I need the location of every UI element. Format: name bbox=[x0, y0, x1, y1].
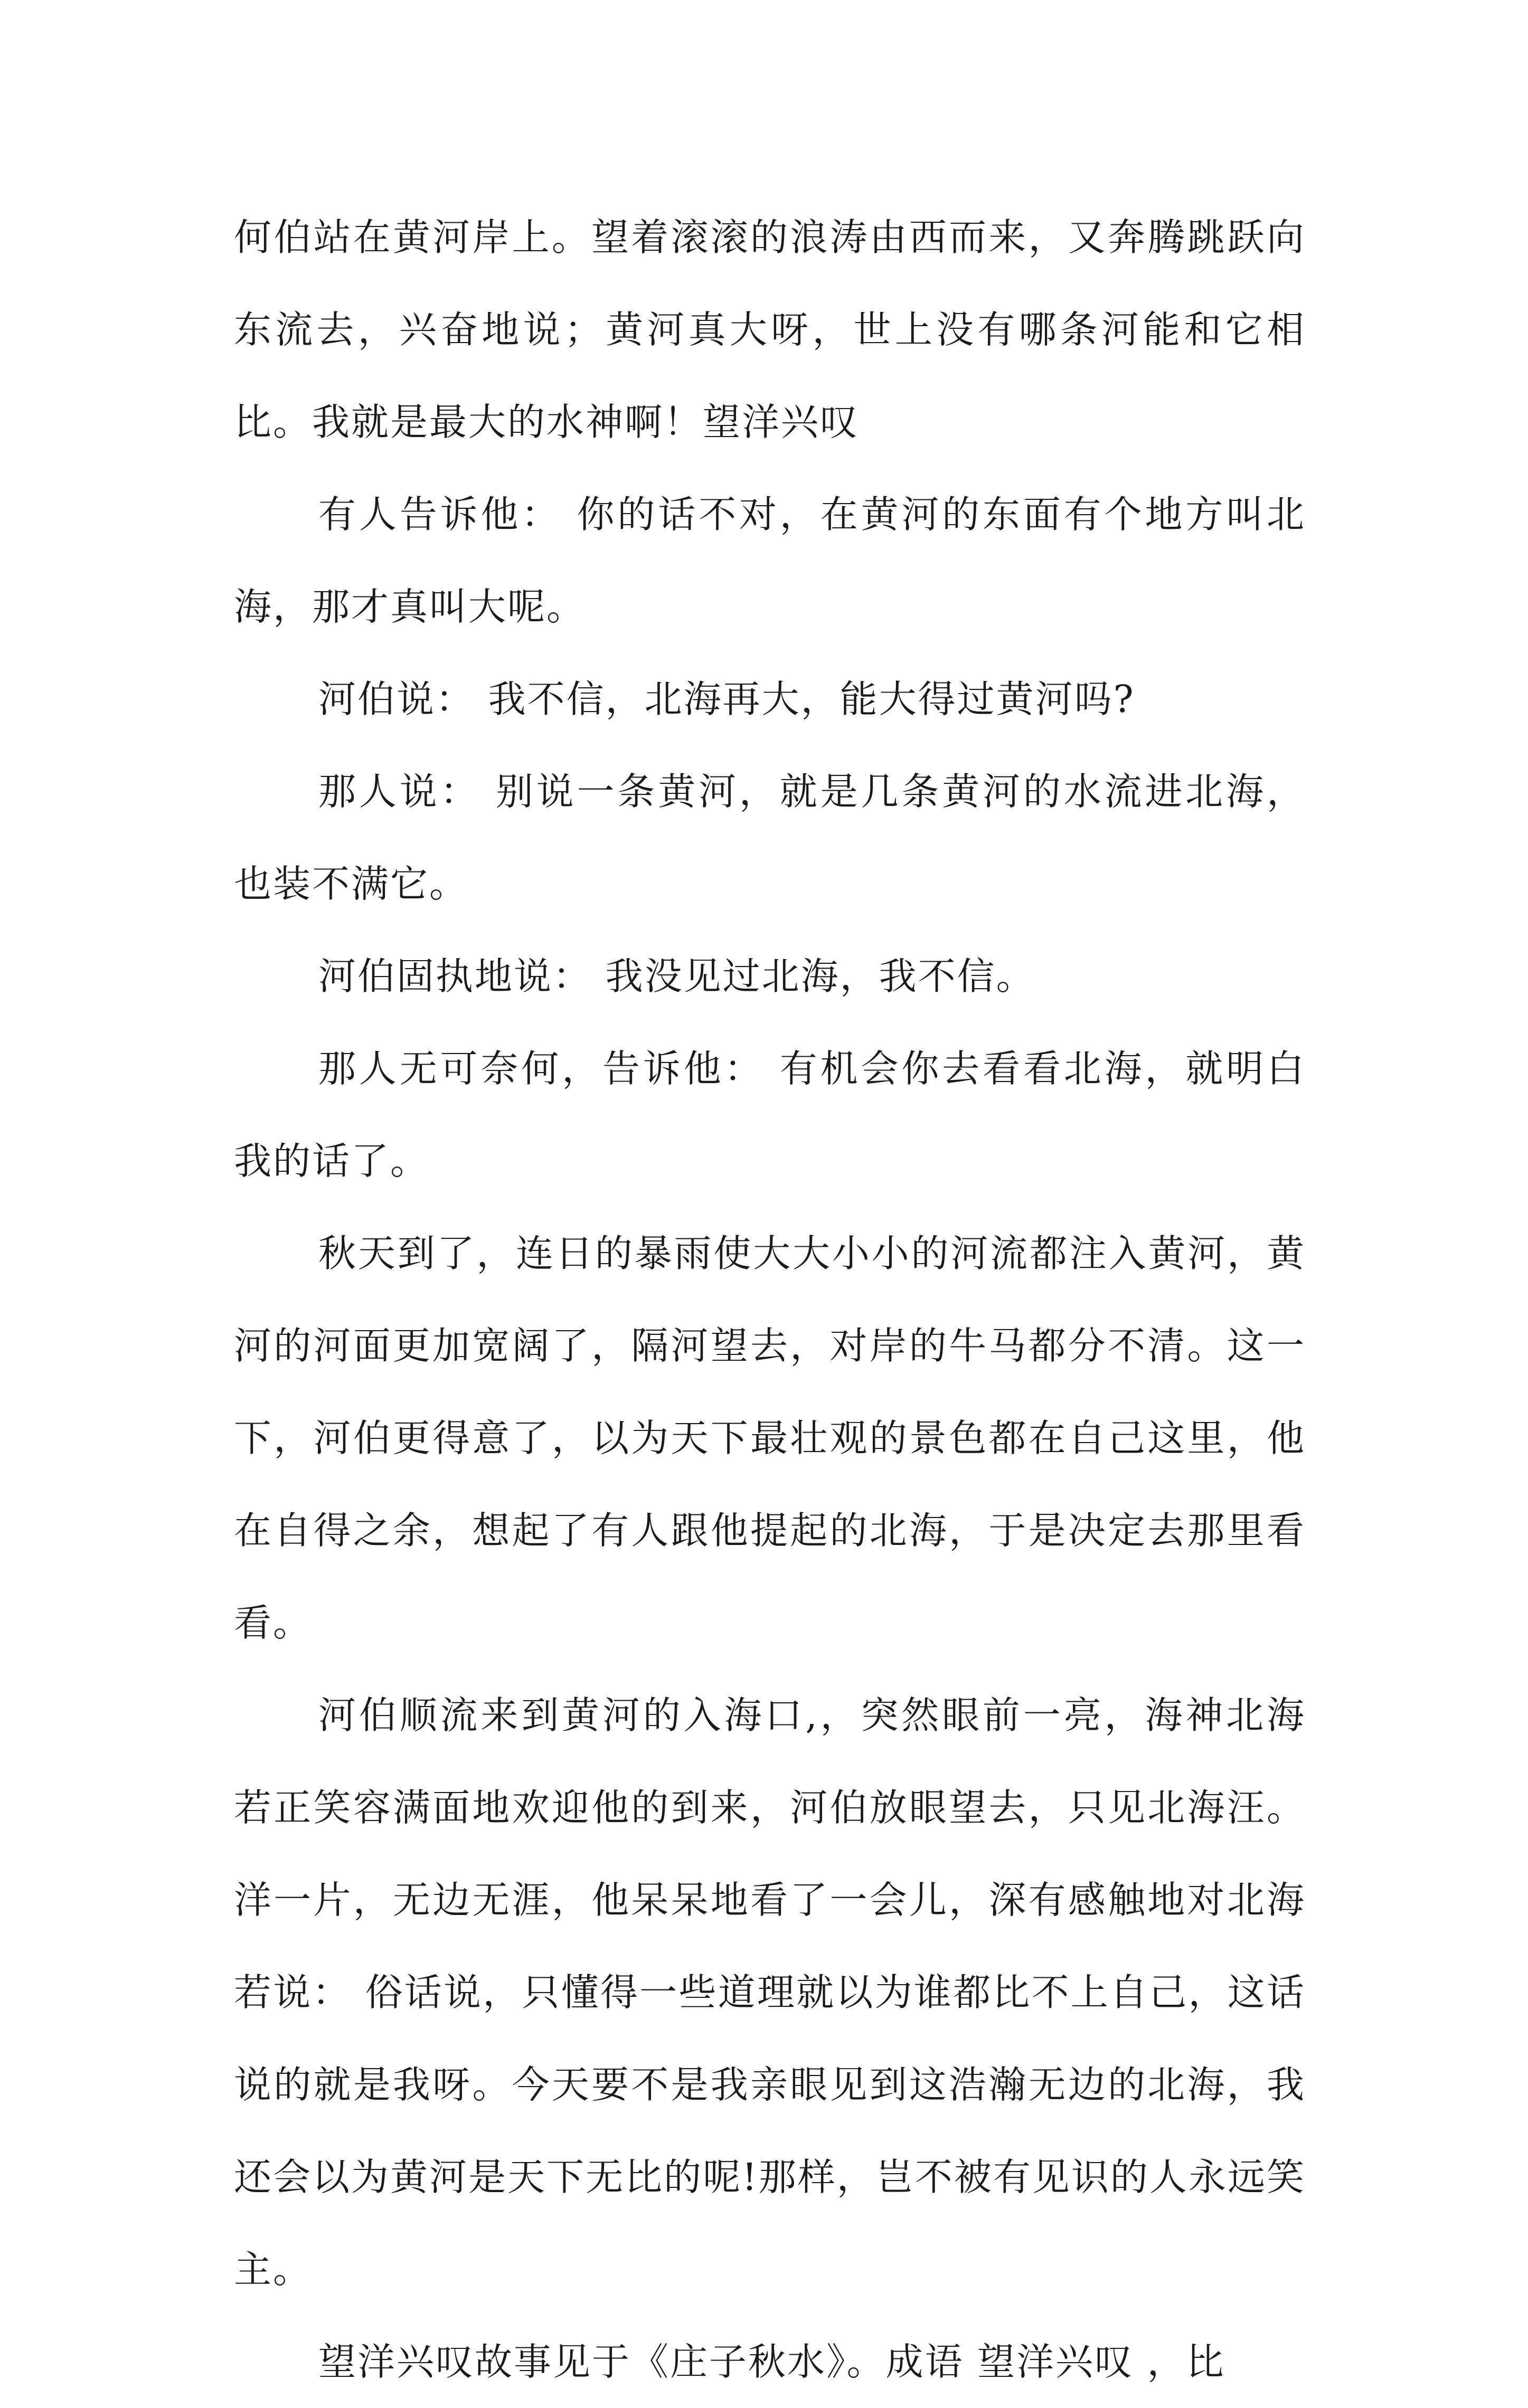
paragraph-2: 有人告诉他： 你的话不对，在黄河的东面有个地方叫北海，那才真叫大呢。 bbox=[234, 492, 1306, 629]
document-body bbox=[234, 191, 1306, 2408]
paragraph-9: 望洋兴叹故事见于《庄子秋水》。成语 望洋兴叹 ，比 bbox=[318, 2340, 1225, 2384]
paragraph-4: 那人说： 别说一条黄河，就是几条黄河的水流进北海，也装不满它。 bbox=[234, 770, 1306, 906]
paragraph-7: 秋天到了，连日的暴雨使大大小小的河流都注入黄河，黄河的河面更加宽阔了，隔河望去，对岸的牛马都分不清。这一下，河伯更得意了，以为天下最壮观的景色都在自己这里，他在自得之余，想起了有人跟他提起的北海，于是决定去那里看看。 bbox=[234, 1231, 1306, 1645]
paragraph-8: 河伯顺流来到黄河的入海口,，突然眼前一亮，海神北海若正笑容满面地欢迎他的到来，河伯放眼望去，只见北海汪。洋一片，无边无涯，他呆呆地看了一会儿，深有感触地对北海若说： 俗话说，只懂得一些道理就以为谁都比不上自己，这话说的就是我呀。今天要不是我亲眼见到这浩瀚无边的北海，我还会以为黄河是天下无比的呢!那样，岂不被有见识的人永远笑主。 bbox=[234, 1693, 1306, 2291]
paragraph-1: 何伯站在黄河岸上。望着滚滚的浪涛由西而来，又奔腾跳跃向东流去，兴奋地说；黄河真大呀，世上没有哪条河能和它相比。我就是最大的水神啊！望洋兴叹 bbox=[234, 215, 1306, 444]
paragraph-3: 河伯说： 我不信，北海再大，能大得过黄河吗? bbox=[318, 677, 1135, 721]
paragraph-6: 那人无可奈何，告诉他： 有机会你去看看北海，就明白我的话了。 bbox=[234, 1047, 1306, 1183]
paragraph-5: 河伯固执地说： 我没见过北海，我不信。 bbox=[318, 954, 1035, 998]
